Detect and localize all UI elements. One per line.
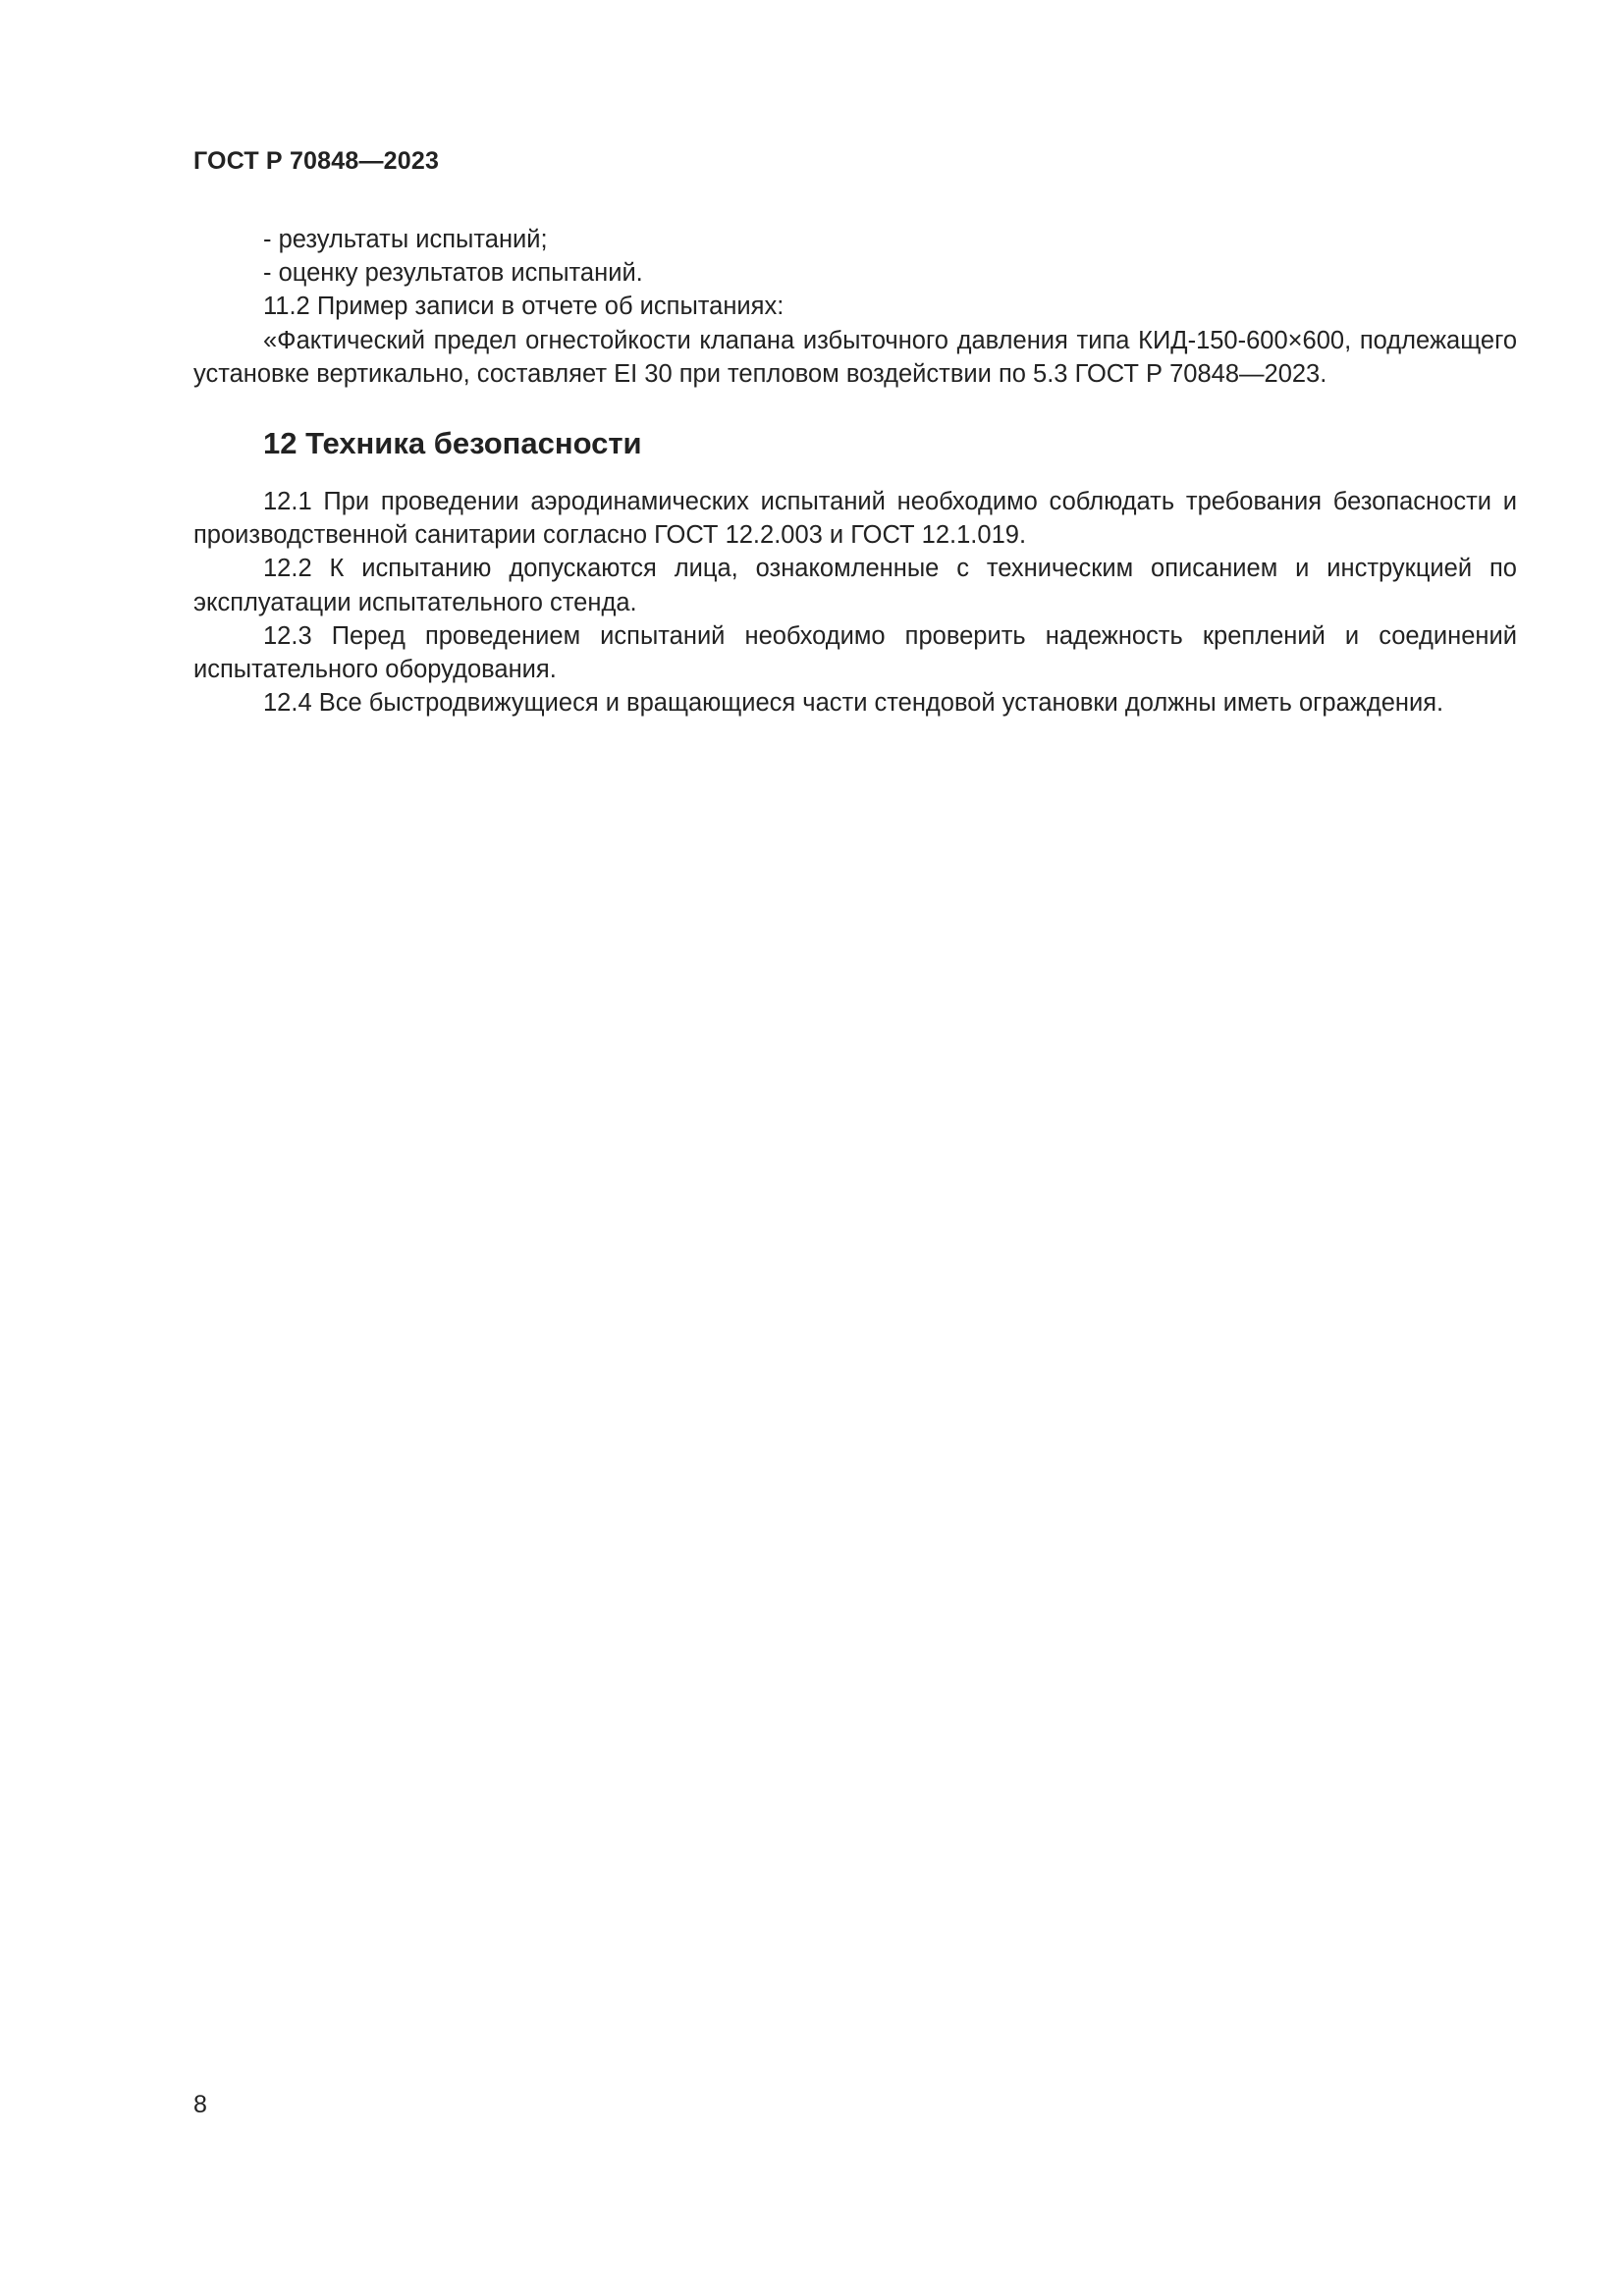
paragraph-12-2: 12.2 К испытанию допускаются лица, ознакомленные с техническим описанием и инструкцией по эксплуатации испытательного стенда.	[193, 555, 1517, 616]
document-body	[193, 223, 1517, 720]
page-number: 8	[193, 2091, 207, 2118]
document-header-title: ГОСТ Р 70848—2023	[193, 147, 440, 175]
paragraph-12-3: 12.3 Перед проведением испытаний необходимо проверить надежность креплений и соединений испытательного оборудования.	[193, 621, 1517, 684]
list-item: - оценку результатов испытаний.	[263, 259, 643, 288]
paragraph-12-4: 12.4 Все быстродвижущиеся и вращающиеся части стендовой установки должны иметь ограждения.	[263, 689, 1444, 718]
section-title-12: 12 Техника безопасности	[263, 426, 642, 461]
list-item: - результаты испытаний;	[263, 226, 548, 253]
paragraph-11-2: 11.2 Пример записи в отчете об испытаниях:	[263, 293, 785, 321]
paragraph-12-1: 12.1 При проведении аэродинамических испытаний необходимо соблюдать требования безопасности и производственной санитарии согласно ГОСТ 12.2.003 и ГОСТ 12.1.019.	[193, 488, 1517, 550]
paragraph-example-record: «Фактический предел огнестойкости клапана избыточного давления типа КИД-150-600×600, подлежащего установке вертикально, составляет EI 30 при тепловом воздействии по 5.3 ГОСТ Р 70848—2023.	[193, 326, 1517, 388]
